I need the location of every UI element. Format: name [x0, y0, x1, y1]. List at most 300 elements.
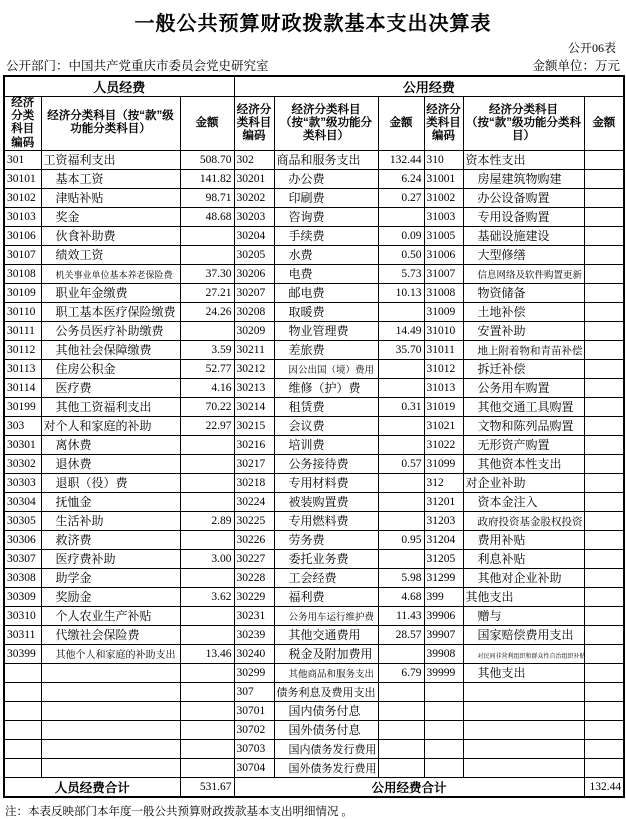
- cell-subject: 职业年金缴费: [41, 283, 180, 302]
- cell-subject: [41, 758, 180, 777]
- table-row: [4, 283, 624, 302]
- table-row: [4, 264, 624, 283]
- cell-amount: [584, 625, 624, 644]
- cell-amount: 70.22: [180, 397, 234, 416]
- cell-code: 30211: [234, 340, 274, 359]
- cell-subject: 税金及附加费用: [274, 644, 378, 663]
- cell-amount: 3.62: [180, 587, 234, 606]
- group-header-personnel: 人员经费: [4, 76, 234, 97]
- cell-code: 30207: [234, 283, 274, 302]
- cell-amount: 48.68: [180, 207, 234, 226]
- cell-amount: 52.77: [180, 359, 234, 378]
- cell-subject: 电费: [274, 264, 378, 283]
- cell-amount: [584, 606, 624, 625]
- cell-code: 31099: [424, 454, 463, 473]
- cell-code: 31012: [424, 359, 463, 378]
- cell-subject: 赠与: [463, 606, 584, 625]
- cell-subject: 培训费: [274, 435, 378, 454]
- cell-subject: 地上附着物和青苗补偿: [463, 340, 584, 359]
- cell-amount: [180, 625, 234, 644]
- cell-amount: 0.09: [378, 226, 424, 245]
- personnel-total-amount: 531.67: [180, 777, 234, 797]
- cell-code: 30702: [234, 720, 274, 739]
- cell-subject: [463, 682, 584, 701]
- table-row: [4, 739, 624, 758]
- cell-code: [424, 758, 463, 777]
- cell-code: 30109: [4, 283, 41, 302]
- cell-amount: 0.31: [378, 397, 424, 416]
- cell-code: 39907: [424, 625, 463, 644]
- cell-code: 31010: [424, 321, 463, 340]
- cell-amount: [584, 758, 624, 777]
- cell-code: 30199: [4, 397, 41, 416]
- cell-code: [4, 758, 41, 777]
- cell-amount: [584, 701, 624, 720]
- cell-code: 30209: [234, 321, 274, 340]
- cell-subject: 物业管理费: [274, 321, 378, 340]
- cell-code: 30703: [234, 739, 274, 758]
- table-row: [4, 492, 624, 511]
- cell-amount: 5.98: [378, 568, 424, 587]
- cell-subject: 基本工资: [41, 169, 180, 188]
- table-row: [4, 302, 624, 321]
- cell-amount: 28.57: [378, 625, 424, 644]
- cell-code: 31005: [424, 226, 463, 245]
- column-header-amount: 金额: [180, 97, 234, 151]
- cell-code: 30218: [234, 473, 274, 492]
- cell-subject: 因公出国（境）费用: [274, 359, 378, 378]
- cell-code: 30704: [234, 758, 274, 777]
- table-row: [4, 720, 624, 739]
- cell-subject: 其他对企业补助: [463, 568, 584, 587]
- cell-amount: [378, 549, 424, 568]
- group-header-public: 公用经费: [234, 76, 624, 97]
- cell-subject: 取暖费: [274, 302, 378, 321]
- cell-subject: [463, 739, 584, 758]
- table-row: [4, 606, 624, 625]
- page-title: 一般公共预算财政拨款基本支出决算表: [134, 13, 492, 35]
- cell-subject: 办公费: [274, 169, 378, 188]
- cell-code: 30102: [4, 188, 41, 207]
- cell-code: 30231: [234, 606, 274, 625]
- cell-subject: 其他交通工具购置: [463, 397, 584, 416]
- column-header-subject: 经济分类科目（按“款”级功能分类科目）: [41, 97, 180, 151]
- cell-amount: 27.21: [180, 283, 234, 302]
- cell-amount: [584, 663, 624, 682]
- cell-amount: 141.82: [180, 169, 234, 188]
- cell-amount: [584, 150, 624, 169]
- cell-subject: 会议费: [274, 416, 378, 435]
- cell-code: 31021: [424, 416, 463, 435]
- column-header-code: 经济分类科目编码: [234, 97, 274, 151]
- cell-amount: [180, 606, 234, 625]
- cell-amount: 14.49: [378, 321, 424, 340]
- cell-subject: [41, 701, 180, 720]
- column-header-code: 经济分类科目编码: [424, 97, 463, 151]
- personnel-total-label: 人员经费合计: [4, 777, 180, 797]
- cell-code: 30308: [4, 568, 41, 587]
- unit-label: 金额单位：万元: [532, 59, 620, 73]
- cell-subject: 退休费: [41, 454, 180, 473]
- cell-amount: [180, 530, 234, 549]
- table-row: [4, 226, 624, 245]
- sheet-number: 公开06表: [567, 41, 616, 55]
- cell-code: 30216: [234, 435, 274, 454]
- cell-code: 30202: [234, 188, 274, 207]
- cell-subject: 办公设备购置: [463, 188, 584, 207]
- column-header-row: [4, 97, 624, 151]
- cell-amount: [378, 682, 424, 701]
- cell-amount: 11.43: [378, 606, 424, 625]
- cell-amount: [180, 663, 234, 682]
- cell-code: 39999: [424, 663, 463, 682]
- cell-amount: 0.50: [378, 245, 424, 264]
- cell-code: [424, 720, 463, 739]
- cell-amount: [378, 416, 424, 435]
- cell-code: 30229: [234, 587, 274, 606]
- cell-subject: 债务利息及费用支出: [274, 682, 378, 701]
- cell-amount: [378, 644, 424, 663]
- cell-code: 30101: [4, 169, 41, 188]
- cell-code: 301: [4, 150, 41, 169]
- cell-amount: [584, 340, 624, 359]
- cell-code: 30108: [4, 264, 41, 283]
- cell-code: 30213: [234, 378, 274, 397]
- cell-subject: 个人农业生产补贴: [41, 606, 180, 625]
- cell-subject: 咨询费: [274, 207, 378, 226]
- table-row: [4, 435, 624, 454]
- cell-code: [424, 682, 463, 701]
- cell-subject: [463, 758, 584, 777]
- cell-amount: [584, 359, 624, 378]
- cell-amount: [584, 530, 624, 549]
- cell-subject: 拆迁补偿: [463, 359, 584, 378]
- cell-amount: [584, 682, 624, 701]
- cell-subject: 抚恤金: [41, 492, 180, 511]
- cell-amount: [584, 739, 624, 758]
- cell-amount: 13.46: [180, 644, 234, 663]
- cell-subject: 差旅费: [274, 340, 378, 359]
- cell-subject: 无形资产购置: [463, 435, 584, 454]
- cell-amount: [378, 739, 424, 758]
- cell-subject: 房屋建筑物购建: [463, 169, 584, 188]
- cell-code: 30217: [234, 454, 274, 473]
- cell-amount: [180, 226, 234, 245]
- cell-subject: 奖励金: [41, 587, 180, 606]
- cell-amount: 24.26: [180, 302, 234, 321]
- cell-subject: 伙食补助费: [41, 226, 180, 245]
- cell-code: 31007: [424, 264, 463, 283]
- cell-code: 30107: [4, 245, 41, 264]
- cell-subject: 其他支出: [463, 587, 584, 606]
- column-header-amount: 金额: [584, 97, 624, 151]
- cell-amount: [180, 473, 234, 492]
- cell-code: 30701: [234, 701, 274, 720]
- cell-subject: 其他支出: [463, 663, 584, 682]
- cell-amount: [584, 169, 624, 188]
- table-row: [4, 473, 624, 492]
- cell-subject: 公务用车运行维护费: [274, 606, 378, 625]
- cell-subject: 水费: [274, 245, 378, 264]
- cell-amount: 508.70: [180, 150, 234, 169]
- cell-amount: [584, 245, 624, 264]
- table-row: [4, 701, 624, 720]
- table-row: [4, 511, 624, 530]
- cell-amount: 6.24: [378, 169, 424, 188]
- table-row: [4, 359, 624, 378]
- cell-code: 31019: [424, 397, 463, 416]
- table-row: [4, 188, 624, 207]
- cell-subject: [41, 720, 180, 739]
- cell-subject: 资本金注入: [463, 492, 584, 511]
- cell-subject: 手续费: [274, 226, 378, 245]
- cell-code: 30111: [4, 321, 41, 340]
- cell-subject: 劳务费: [274, 530, 378, 549]
- cell-subject: 对企业补助: [463, 473, 584, 492]
- cell-code: 30214: [234, 397, 274, 416]
- cell-subject: 生活补助: [41, 511, 180, 530]
- table-row: [4, 758, 624, 777]
- cell-amount: [584, 435, 624, 454]
- cell-amount: 132.44: [378, 150, 424, 169]
- cell-code: [4, 701, 41, 720]
- cell-code: 30307: [4, 549, 41, 568]
- cell-amount: 22.97: [180, 416, 234, 435]
- cell-code: 30304: [4, 492, 41, 511]
- cell-code: 30227: [234, 549, 274, 568]
- column-header-subject: 经济分类科目（按“款”级功能分类科目）: [463, 97, 584, 151]
- table-body: [4, 150, 624, 777]
- cell-code: 30203: [234, 207, 274, 226]
- cell-subject: 公务员医疗补助缴费: [41, 321, 180, 340]
- cell-amount: [584, 587, 624, 606]
- cell-amount: [378, 701, 424, 720]
- cell-code: 31002: [424, 188, 463, 207]
- cell-amount: [584, 511, 624, 530]
- cell-code: 303: [4, 416, 41, 435]
- cell-amount: [180, 758, 234, 777]
- cell-amount: [378, 302, 424, 321]
- cell-amount: [180, 435, 234, 454]
- cell-subject: 利息补贴: [463, 549, 584, 568]
- table-row: [4, 587, 624, 606]
- cell-amount: 4.16: [180, 378, 234, 397]
- cell-subject: 安置补助: [463, 321, 584, 340]
- cell-code: 30305: [4, 511, 41, 530]
- cell-subject: 离休费: [41, 435, 180, 454]
- cell-code: 30302: [4, 454, 41, 473]
- cell-subject: 国家赔偿费用支出: [463, 625, 584, 644]
- table-row: [4, 625, 624, 644]
- cell-code: [4, 682, 41, 701]
- cell-code: [4, 663, 41, 682]
- cell-subject: 助学金: [41, 568, 180, 587]
- cell-subject: 租赁费: [274, 397, 378, 416]
- cell-code: 30309: [4, 587, 41, 606]
- cell-amount: 98.71: [180, 188, 234, 207]
- cell-code: 31009: [424, 302, 463, 321]
- cell-code: 31204: [424, 530, 463, 549]
- cell-subject: 工会经费: [274, 568, 378, 587]
- cell-code: 30299: [234, 663, 274, 682]
- cell-code: 30201: [234, 169, 274, 188]
- cell-amount: 37.30: [180, 264, 234, 283]
- table-row: [4, 150, 624, 169]
- cell-code: 307: [234, 682, 274, 701]
- cell-amount: 4.68: [378, 587, 424, 606]
- cell-subject: 国外债务付息: [274, 720, 378, 739]
- cell-amount: [584, 473, 624, 492]
- cell-subject: 机关事业单位基本养老保险费: [41, 264, 180, 283]
- cell-amount: [584, 492, 624, 511]
- cell-subject: 费用补贴: [463, 530, 584, 549]
- cell-amount: [378, 492, 424, 511]
- cell-amount: [584, 416, 624, 435]
- cell-subject: 福利费: [274, 587, 378, 606]
- cell-amount: [378, 435, 424, 454]
- cell-code: 30212: [234, 359, 274, 378]
- column-header-subject: 经济分类科目（按“款”级功能分类科目）: [274, 97, 378, 151]
- cell-subject: 救济费: [41, 530, 180, 549]
- cell-code: 31203: [424, 511, 463, 530]
- cell-amount: 35.70: [378, 340, 424, 359]
- cell-code: 30226: [234, 530, 274, 549]
- table-row: [4, 682, 624, 701]
- cell-amount: 3.59: [180, 340, 234, 359]
- cell-subject: 国外债务发行费用: [274, 758, 378, 777]
- cell-code: 30103: [4, 207, 41, 226]
- table-row: [4, 207, 624, 226]
- cell-code: 302: [234, 150, 274, 169]
- cell-amount: 0.95: [378, 530, 424, 549]
- cell-code: 31001: [424, 169, 463, 188]
- cell-subject: 国内债务付息: [274, 701, 378, 720]
- cell-code: 30215: [234, 416, 274, 435]
- cell-subject: 对民间非营利组织和群众性自治组织补贴: [463, 644, 584, 663]
- cell-code: [4, 720, 41, 739]
- cell-amount: 2.89: [180, 511, 234, 530]
- cell-subject: 信息网络及软件购置更新: [463, 264, 584, 283]
- cell-amount: [180, 568, 234, 587]
- cell-code: 399: [424, 587, 463, 606]
- cell-code: 39908: [424, 644, 463, 663]
- cell-subject: [41, 682, 180, 701]
- cell-amount: [584, 264, 624, 283]
- cell-amount: [584, 568, 624, 587]
- cell-amount: [584, 720, 624, 739]
- cell-code: 30225: [234, 511, 274, 530]
- cell-subject: 其他社会保障缴费: [41, 340, 180, 359]
- public-total-amount: 132.44: [584, 777, 624, 797]
- cell-code: 30112: [4, 340, 41, 359]
- cell-code: 30239: [234, 625, 274, 644]
- cell-subject: 其他资本性支出: [463, 454, 584, 473]
- cell-amount: [180, 245, 234, 264]
- cell-subject: 奖金: [41, 207, 180, 226]
- cell-amount: [378, 359, 424, 378]
- cell-amount: [378, 511, 424, 530]
- cell-code: 30240: [234, 644, 274, 663]
- cell-amount: [584, 226, 624, 245]
- cell-subject: 医疗费补助: [41, 549, 180, 568]
- cell-amount: [584, 207, 624, 226]
- cell-code: 31201: [424, 492, 463, 511]
- cell-subject: 国内债务发行费用: [274, 739, 378, 758]
- table-row: [4, 321, 624, 340]
- cell-code: 31006: [424, 245, 463, 264]
- cell-subject: 物资储备: [463, 283, 584, 302]
- cell-subject: 资本性支出: [463, 150, 584, 169]
- cell-subject: [463, 720, 584, 739]
- cell-amount: [180, 701, 234, 720]
- cell-amount: [584, 321, 624, 340]
- cell-amount: [378, 720, 424, 739]
- cell-amount: [584, 644, 624, 663]
- column-header-code: 经济分类科目编码: [4, 97, 41, 151]
- total-row: [4, 777, 624, 797]
- cell-amount: [378, 758, 424, 777]
- cell-amount: [180, 454, 234, 473]
- cell-subject: 其他交通费用: [274, 625, 378, 644]
- cell-subject: 绩效工资: [41, 245, 180, 264]
- cell-subject: 工资福利支出: [41, 150, 180, 169]
- cell-amount: 6.79: [378, 663, 424, 682]
- cell-code: 30224: [234, 492, 274, 511]
- table-row: [4, 245, 624, 264]
- department-label: 公开部门：中国共产党重庆市委员会党史研究室: [6, 59, 269, 73]
- cell-amount: [180, 321, 234, 340]
- footnote: 注：本表反映部门本年度一般公共预算财政拨款基本支出明细情况 。: [5, 805, 353, 818]
- cell-code: 39906: [424, 606, 463, 625]
- cell-code: 30110: [4, 302, 41, 321]
- cell-subject: 代缴社会保险费: [41, 625, 180, 644]
- cell-amount: [584, 188, 624, 207]
- cell-amount: [584, 302, 624, 321]
- cell-subject: 维修（护）费: [274, 378, 378, 397]
- cell-subject: 商品和服务支出: [274, 150, 378, 169]
- budget-table: [3, 75, 625, 798]
- cell-subject: 基础设施建设: [463, 226, 584, 245]
- cell-amount: [180, 720, 234, 739]
- cell-code: 30311: [4, 625, 41, 644]
- table-row: [4, 530, 624, 549]
- cell-code: 30228: [234, 568, 274, 587]
- table-row: [4, 340, 624, 359]
- cell-amount: 5.73: [378, 264, 424, 283]
- table-row: [4, 397, 624, 416]
- column-header-amount: 金额: [378, 97, 424, 151]
- cell-amount: [584, 283, 624, 302]
- cell-amount: 0.57: [378, 454, 424, 473]
- group-header-row: [4, 76, 624, 97]
- cell-code: 30106: [4, 226, 41, 245]
- cell-code: 310: [424, 150, 463, 169]
- cell-code: 30208: [234, 302, 274, 321]
- cell-amount: 3.00: [180, 549, 234, 568]
- cell-subject: 津贴补贴: [41, 188, 180, 207]
- cell-subject: 专用设备购置: [463, 207, 584, 226]
- cell-subject: 医疗费: [41, 378, 180, 397]
- cell-subject: 其他工资福利支出: [41, 397, 180, 416]
- cell-amount: [180, 739, 234, 758]
- cell-amount: [378, 207, 424, 226]
- cell-subject: 土地补偿: [463, 302, 584, 321]
- cell-amount: [584, 378, 624, 397]
- cell-code: [424, 701, 463, 720]
- meta-row: [0, 56, 626, 75]
- cell-code: 30303: [4, 473, 41, 492]
- cell-subject: 公务接待费: [274, 454, 378, 473]
